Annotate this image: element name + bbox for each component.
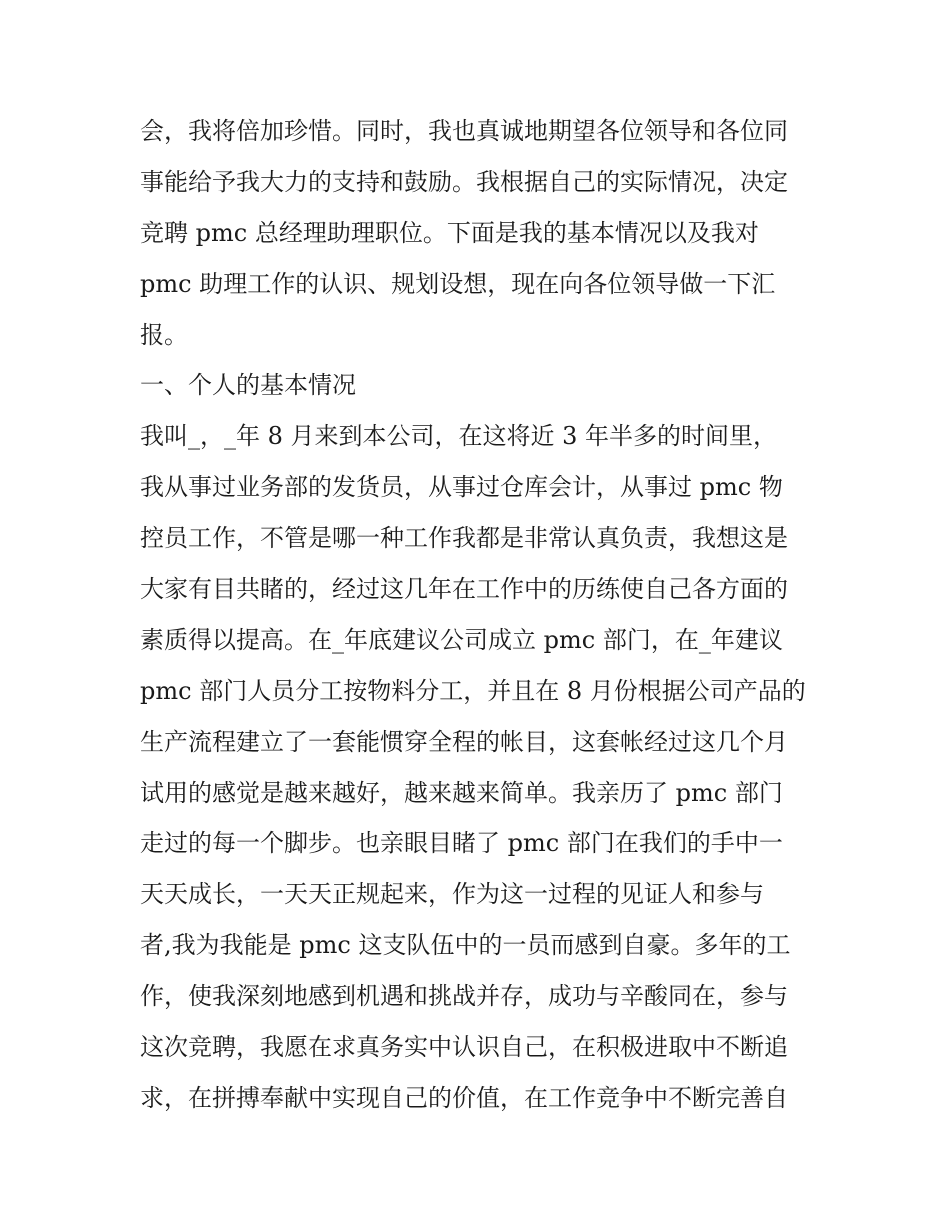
text-line: 我叫_，_年 8 月来到本公司，在这将近 3 年半多的时间里， [140, 422, 778, 451]
text-line: 求，在拼搏奉献中实现自己的价值，在工作竞争中不断完善自 [140, 1083, 788, 1112]
text-line: pmc 助理工作的认识、规划设想，现在向各位领导做一下汇 [140, 269, 776, 298]
text-line: 走过的每一个脚步。也亲眼目睹了 pmc 部门在我们的手中一 [140, 829, 783, 858]
text-line: 天天成长，一天天正规起来，作为这一过程的见证人和参与 [140, 880, 764, 909]
text-line: 生产流程建立了一套能惯穿全程的帐目，这套帐经过这几个月 [140, 727, 788, 756]
text-line: 控员工作，不管是哪一种工作我都是非常认真负责，我想这是 [140, 524, 788, 553]
text-line: 这次竞聘，我愿在求真务实中认识自己，在积极进取中不断追 [140, 1033, 788, 1062]
text-line: 者,我为我能是 pmc 这支队伍中的一员而感到自豪。多年的工 [140, 931, 791, 960]
section-heading: 一、个人的基本情况 [140, 371, 356, 400]
text-line: 会，我将倍加珍惜。同时，我也真诚地期望各位领导和各位同 [140, 117, 788, 145]
text-line: 作，使我深刻地感到机遇和挑战并存，成功与辛酸同在，参与 [140, 982, 788, 1011]
text-line: pmc 部门人员分工按物料分工，并且在 8 月份根据公司产品的 [140, 676, 806, 705]
text-line: 事能给予我大力的支持和鼓励。我根据自己的实际情况，决定 [140, 167, 788, 196]
text-line: 大家有目共睹的，经过这几年在工作中的历练使自己各方面的 [140, 575, 788, 604]
text-line: 素质得以提高。在_年底建议公司成立 pmc 部门，在_年建议 [140, 625, 783, 654]
text-line: 我从事过业务部的发货员，从事过仓库会计，从事过 pmc 物 [140, 473, 783, 502]
body-text [140, 106, 830, 1124]
text-line: 竞聘 pmc 总经理助理职位。下面是我的基本情况以及我对 [140, 218, 759, 247]
text-line: 报。 [140, 320, 188, 349]
text-line: 试用的感觉是越来越好，越来越来简单。我亲历了 pmc 部门 [140, 778, 783, 807]
